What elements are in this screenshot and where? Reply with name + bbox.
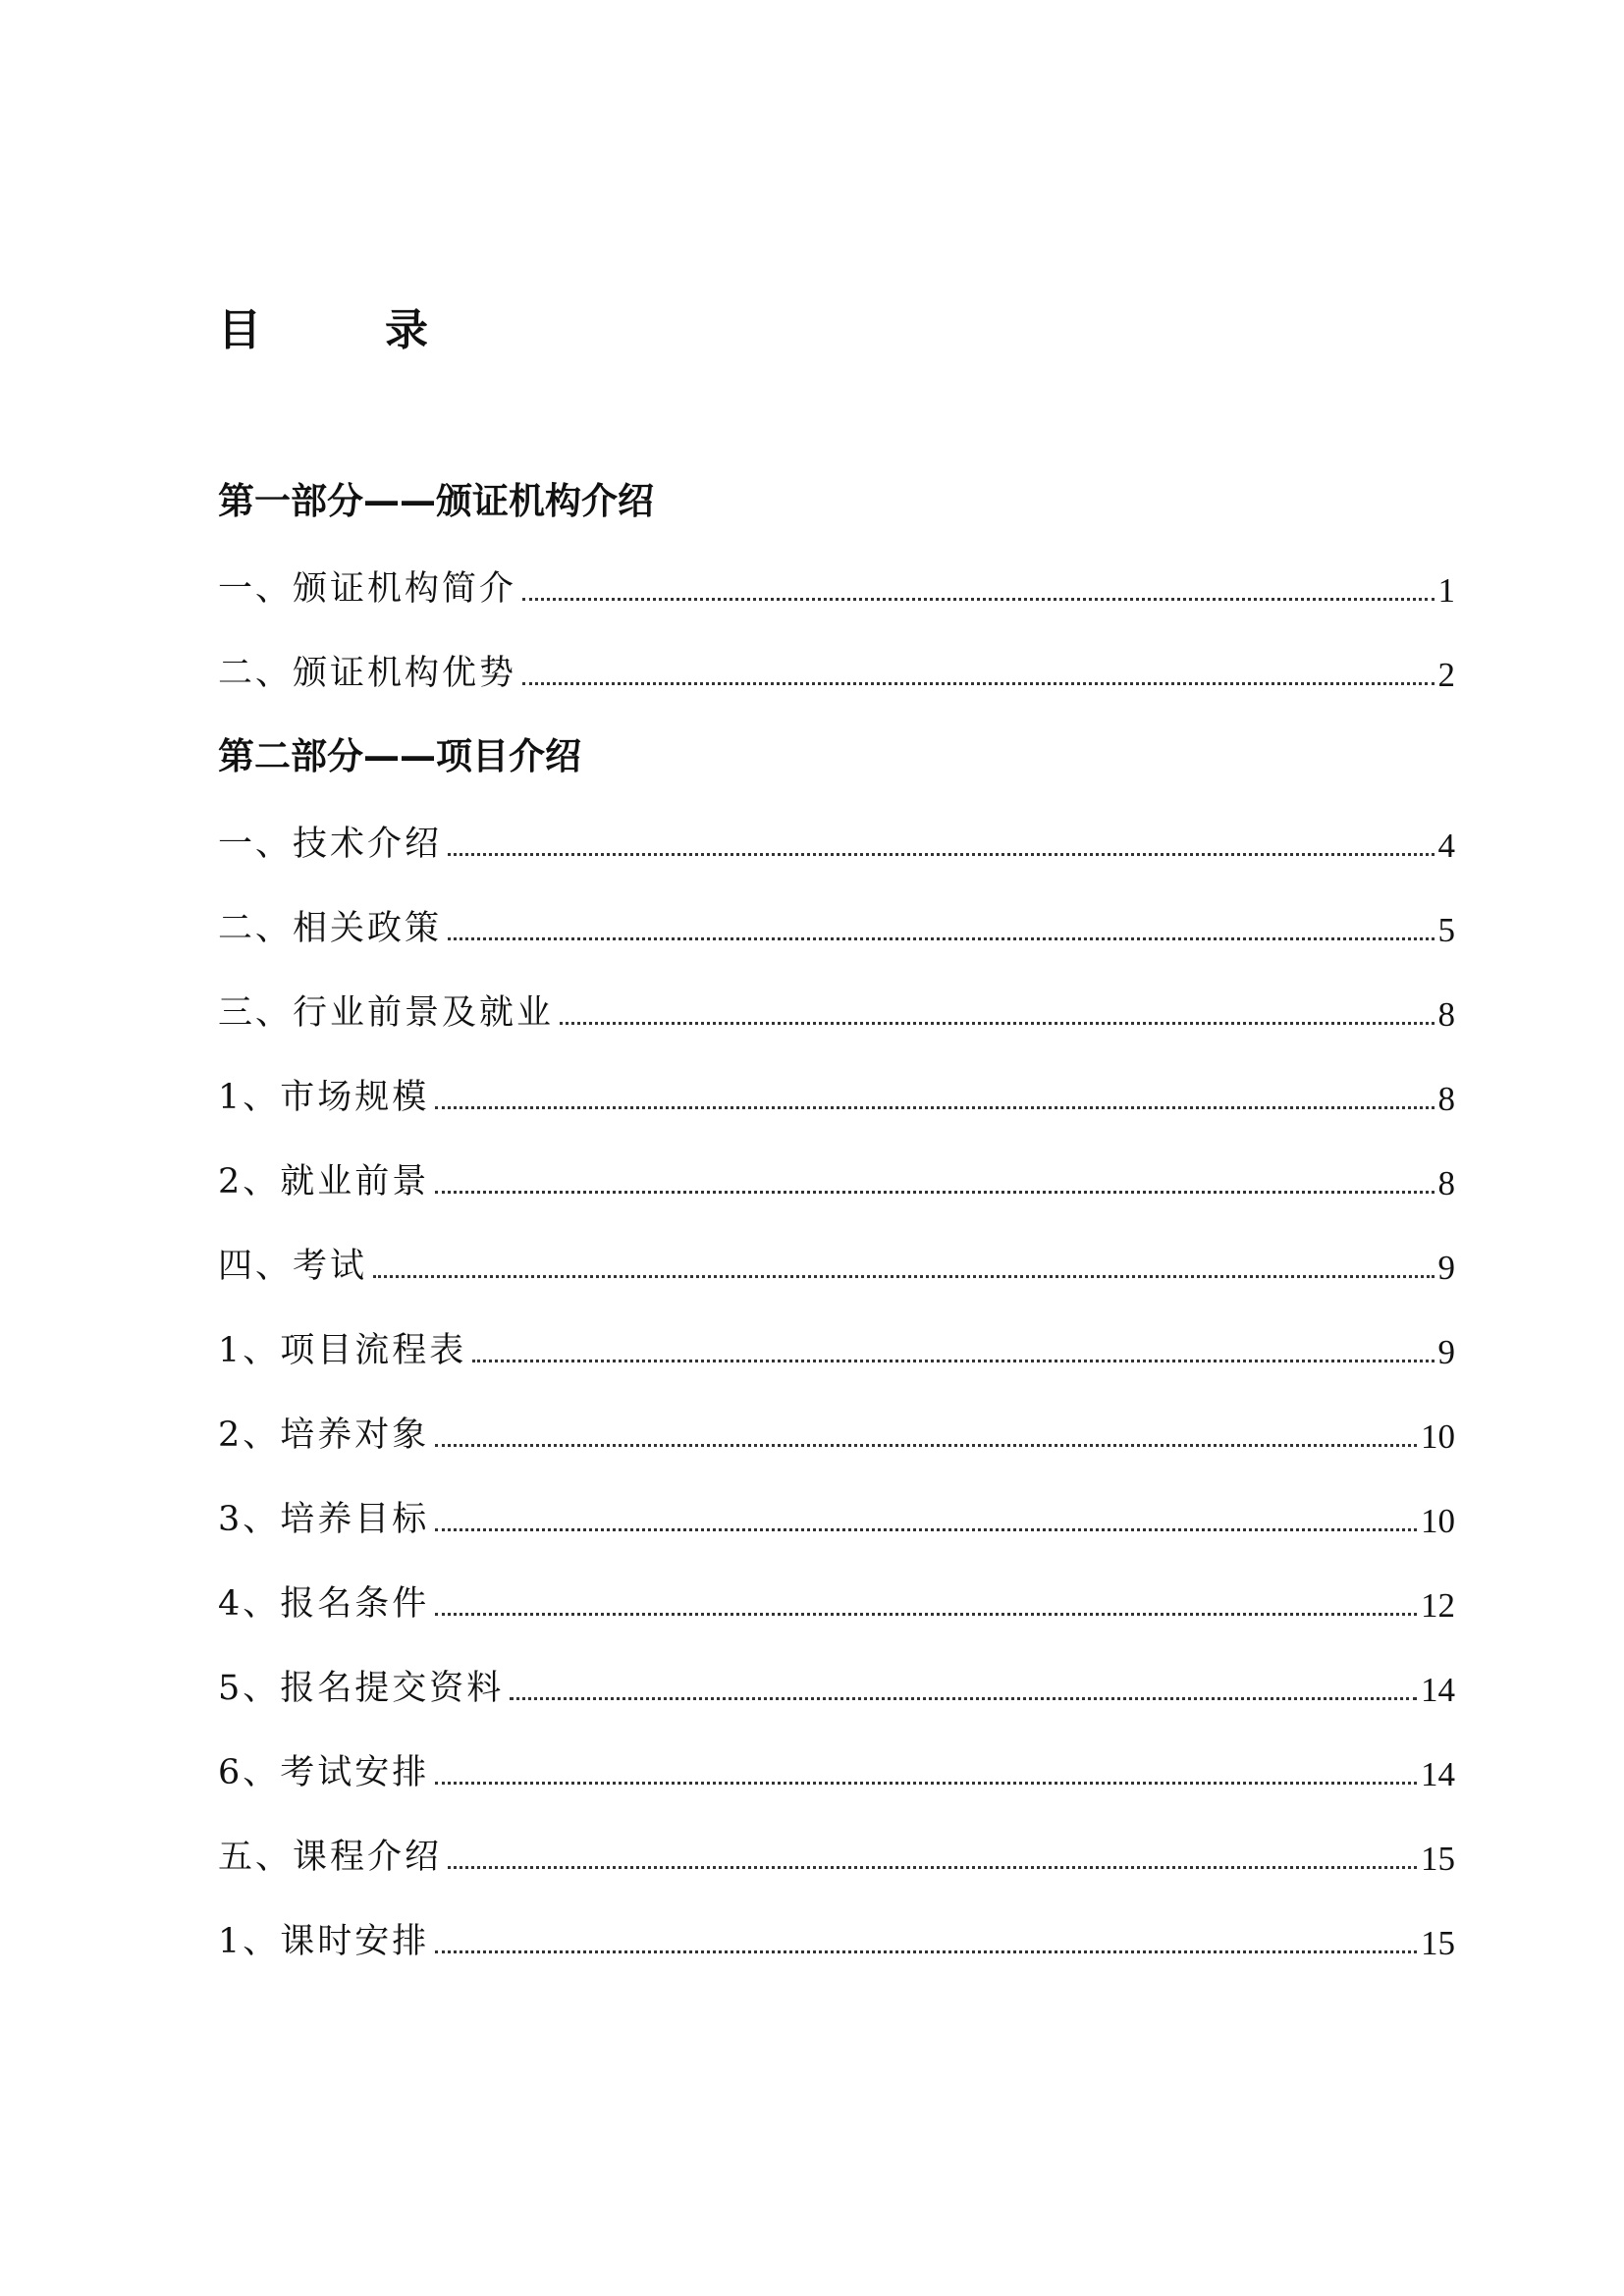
toc-page-number: 12 — [1421, 1586, 1455, 1625]
toc-entry[interactable] — [218, 1741, 1455, 1794]
dot-leader — [448, 1866, 1417, 1869]
toc-entry-label: 1、项目流程表 — [218, 1331, 467, 1370]
toc-entry[interactable] — [218, 1910, 1455, 1963]
toc-entry[interactable] — [218, 1826, 1455, 1879]
dot-leader — [560, 1022, 1434, 1025]
toc-entry-label: 一、颁证机构简介 — [218, 569, 517, 609]
toc-page-number: 8 — [1437, 1080, 1455, 1118]
toc-entry[interactable] — [218, 1573, 1455, 1626]
dot-leader — [435, 1528, 1417, 1531]
toc-entry-label: 五、课程介绍 — [218, 1838, 443, 1877]
dot-leader — [472, 1360, 1434, 1362]
toc-entry[interactable] — [218, 1066, 1455, 1119]
toc-entry[interactable] — [218, 642, 1455, 695]
toc-entry-label: 四、考试 — [218, 1247, 368, 1286]
toc-entry[interactable] — [218, 558, 1455, 611]
toc-entry[interactable] — [218, 813, 1455, 866]
toc-page-number: 14 — [1421, 1755, 1455, 1793]
dot-leader — [435, 1444, 1417, 1447]
toc-entry-label: 二、相关政策 — [218, 909, 443, 948]
toc-title — [218, 294, 428, 357]
toc-title-char-1: 目 — [218, 305, 261, 355]
toc-page-number: 4 — [1437, 827, 1455, 865]
dot-leader — [435, 1782, 1417, 1785]
toc-entry[interactable] — [218, 1488, 1455, 1541]
toc-page-number: 2 — [1437, 656, 1455, 694]
toc-entry[interactable] — [218, 1150, 1455, 1203]
toc-page-number: 8 — [1437, 1164, 1455, 1202]
dot-leader — [448, 853, 1434, 856]
toc-entry[interactable] — [218, 1657, 1455, 1710]
toc-entry-label: 2、培养对象 — [218, 1415, 430, 1455]
toc-page-number: 10 — [1421, 1502, 1455, 1540]
toc-entry[interactable] — [218, 1319, 1455, 1372]
toc-entry-label: 4、报名条件 — [218, 1584, 430, 1624]
toc-entry-label: 3、培养目标 — [218, 1500, 430, 1539]
dot-leader — [448, 937, 1434, 940]
toc-page-number: 14 — [1421, 1671, 1455, 1709]
dot-leader — [522, 682, 1434, 685]
toc-entry-label: 一、技术介绍 — [218, 825, 443, 864]
toc-entry-label: 2、就业前景 — [218, 1162, 430, 1201]
toc-page-number: 15 — [1421, 1924, 1455, 1962]
dot-leader — [435, 1950, 1417, 1953]
toc-section-label: 第一部分——颁证机构介绍 — [218, 480, 654, 522]
toc-entry[interactable] — [218, 982, 1455, 1035]
toc-page-number: 9 — [1437, 1333, 1455, 1371]
toc-page-number: 1 — [1437, 571, 1455, 610]
toc-entry-label: 6、考试安排 — [218, 1753, 430, 1792]
toc-title-char-2: 录 — [385, 305, 428, 355]
toc-page-number: 15 — [1421, 1840, 1455, 1878]
toc-page-number: 5 — [1437, 911, 1455, 949]
toc-page-number: 8 — [1437, 995, 1455, 1034]
toc-section-1[interactable] — [218, 471, 1455, 524]
toc-entry-label: 二、颁证机构优势 — [218, 654, 517, 693]
toc-entry[interactable] — [218, 1404, 1455, 1457]
toc-page-number: 9 — [1437, 1249, 1455, 1287]
toc-section-2[interactable] — [218, 726, 1455, 779]
toc-entry-label: 1、课时安排 — [218, 1922, 430, 1961]
toc-page-number: 10 — [1421, 1417, 1455, 1456]
dot-leader — [435, 1613, 1417, 1616]
dot-leader — [435, 1191, 1434, 1194]
toc-entry[interactable] — [218, 897, 1455, 950]
toc-entry-label: 三、行业前景及就业 — [218, 993, 555, 1033]
toc-entry-label: 5、报名提交资料 — [218, 1669, 505, 1708]
dot-leader — [435, 1106, 1434, 1109]
dot-leader — [373, 1275, 1434, 1278]
toc-section-label: 第二部分——项目介绍 — [218, 735, 581, 777]
toc-entry-label: 1、市场规模 — [218, 1078, 430, 1117]
toc-entry[interactable] — [218, 1235, 1455, 1288]
dot-leader — [510, 1697, 1417, 1700]
dot-leader — [522, 598, 1434, 601]
